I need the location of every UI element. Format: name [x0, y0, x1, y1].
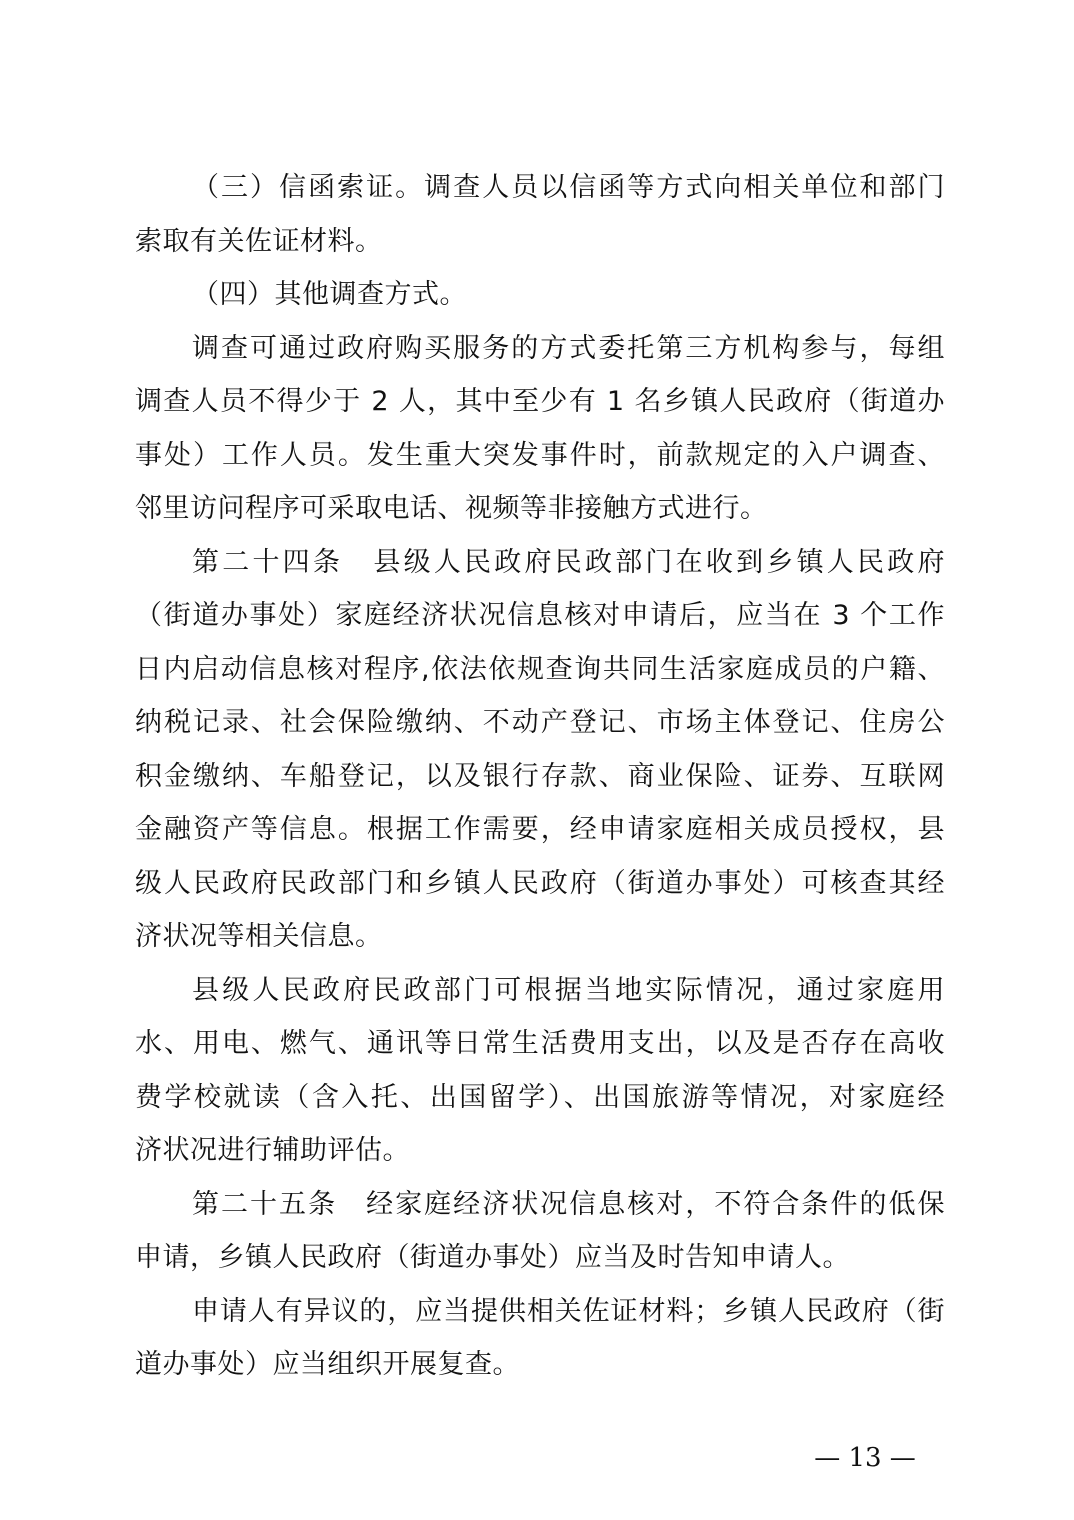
text-line: 纳税记录、社会保险缴纳、不动产登记、市场主体登记、住房公	[135, 707, 945, 738]
text-line: 调查人员不得少于 2 人，其中至少有 1 名乡镇人民政府（街道办	[135, 386, 945, 417]
text-line: 邻里访问程序可采取电话、视频等非接触方式进行。	[135, 493, 768, 524]
text-line: 县级人民政府民政部门可根据当地实际情况，通过家庭用	[192, 975, 945, 1006]
text-line: 济状况进行辅助评估。	[135, 1135, 410, 1166]
text-line: 第二十四条 县级人民政府民政部门在收到乡镇人民政府	[192, 547, 945, 578]
text-line: 积金缴纳、车船登记，以及银行存款、商业保险、证券、互联网	[135, 761, 945, 792]
text-line: 索取有关佐证材料。	[135, 226, 383, 257]
text-line: 级人民政府民政部门和乡镇人民政府（街道办事处）可核查其经	[135, 868, 945, 899]
text-line: 济状况等相关信息。	[135, 921, 383, 952]
text-line: （街道办事处）家庭经济状况信息核对申请后，应当在 3 个工作	[135, 600, 945, 631]
text-line: （四）其他调查方式。	[192, 279, 467, 310]
text-line: 金融资产等信息。根据工作需要，经申请家庭相关成员授权，县	[135, 814, 945, 845]
page-number: — 13 —	[814, 1443, 916, 1473]
text-line: 事处）工作人员。发生重大突发事件时，前款规定的入户调查、	[135, 440, 945, 471]
text-line: 日内启动信息核对程序,依法依规查询共同生活家庭成员的户籍、	[135, 654, 945, 685]
text-line: 水、用电、燃气、通讯等日常生活费用支出，以及是否存在高收	[135, 1028, 945, 1059]
text-line: 费学校就读（含入托、出国留学）、出国旅游等情况，对家庭经	[135, 1082, 945, 1113]
text-line: 申请人有异议的，应当提供相关佐证材料；乡镇人民政府（街	[192, 1296, 945, 1327]
text-line: 第二十五条 经家庭经济状况信息核对，不符合条件的低保	[192, 1189, 945, 1220]
text-line: 申请，乡镇人民政府（街道办事处）应当及时告知申请人。	[135, 1242, 850, 1273]
text-line: （三）信函索证。调查人员以信函等方式向相关单位和部门	[192, 172, 945, 203]
text-line: 道办事处）应当组织开展复查。	[135, 1349, 520, 1380]
text-line: 调查可通过政府购买服务的方式委托第三方机构参与，每组	[192, 333, 945, 364]
